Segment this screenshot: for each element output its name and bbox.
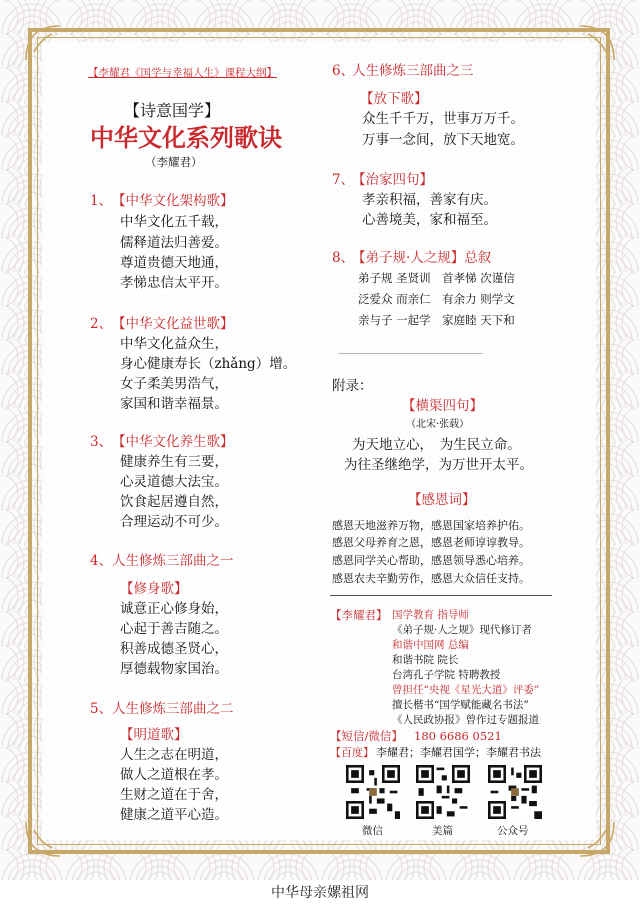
section-title: 【中华文化养生歌】 <box>112 434 234 450</box>
ganen-line: 感恩天地滋养万物，感恩国家培养护佑。 <box>332 519 530 532</box>
course-header-tag: 【李耀君《国学与幸福人生》课程大纲】 <box>88 67 277 79</box>
bio-line: 曾担任“央视《星光大道》评委” <box>392 684 540 696</box>
appendix-label: 附录： <box>332 378 373 394</box>
hengqu-source: （北宋·张载） <box>406 419 470 430</box>
verse-line: 弟子规 圣贤训 首孝悌 次谨信 <box>358 271 515 285</box>
verse-line: 泛爱众 而亲仁 有余力 则学文 <box>358 292 515 306</box>
verse-line: 众生千千万，世事万万千。 <box>362 111 524 127</box>
section-number: 8、 <box>332 250 355 266</box>
ganen-line: 感恩同学关心帮助，感恩领导悉心培养。 <box>332 554 530 567</box>
section-title: 【治家四句】 <box>352 172 433 188</box>
bio-line: 《人民政协报》曾作过专题报道 <box>392 714 539 726</box>
qr-code-meipian[interactable] <box>416 765 470 819</box>
verse-line: 孝亲积福，善家有庆。 <box>362 192 497 208</box>
verse-line: 孝悌忠信太平开。 <box>120 275 228 291</box>
bio-line: 和谐中国网 总编 <box>392 639 469 651</box>
bio-line: 台湾孔子学院 特聘教授 <box>392 669 501 681</box>
page-title: 中华文化系列歌诀 <box>90 123 282 152</box>
section-number: 6、 <box>332 63 355 79</box>
verse-line: 饮食起居遵自然， <box>120 494 228 510</box>
baidu-label: 【百度】 <box>330 746 374 759</box>
contact-label: 【短信/微信】 <box>330 729 403 743</box>
qr-code-official-account[interactable] <box>488 765 542 819</box>
section-number: 4、 <box>90 553 113 569</box>
section-subtitle: 【放下歌】 <box>360 91 428 107</box>
verse-line: 生财之道在于舍， <box>120 787 228 803</box>
verse-line: 万事一念间，放下天地宽。 <box>362 132 524 148</box>
section-number: 2、 <box>90 316 113 332</box>
bio-line: 《弟子规·人之规》现代修订者 <box>392 624 532 636</box>
section-title: 【中华文化益世歌】 <box>112 316 234 332</box>
bio-line: 和谐书院 院长 <box>392 654 459 666</box>
verse-line: 心善境美，家和福至。 <box>362 212 497 228</box>
verse-line: 健康养生有三要， <box>120 454 228 470</box>
verse-line: 人生之志在明道， <box>120 747 228 763</box>
bio-line: 国学教育 指导师 <box>392 609 469 621</box>
verse-line: 心灵道德大法宝。 <box>120 474 228 490</box>
section-title: 人生修炼三部曲之三 <box>352 63 474 79</box>
verse-line: 心起于善吉随之。 <box>120 621 228 637</box>
bio-line: 擅长楷书“国学赋能藏名书法” <box>392 699 529 711</box>
bio-divider <box>330 595 552 596</box>
phone-number[interactable]: 180 6686 0521 <box>414 729 502 743</box>
section-title: 【中华文化架构歌】 <box>112 193 234 209</box>
section-title: 人生修炼三部曲之一 <box>112 553 234 569</box>
section-divider: —————————————————— <box>338 349 482 359</box>
ganen-line: 感恩农夫辛勤劳作，感恩大众信任支持。 <box>332 572 530 585</box>
verse-line: 为天地立心， 为生民立命。 <box>352 437 521 453</box>
section-number: 1、 <box>90 193 113 209</box>
hengqu-title: 【横渠四句】 <box>402 398 483 414</box>
verse-line: 家国和谐幸福景。 <box>120 396 228 412</box>
verse-line: 儒释道法归善爱。 <box>120 235 228 251</box>
section-title: 【弟子规·人之规】总叙 <box>352 250 492 266</box>
title-top: 【诗意国学】 <box>124 101 221 120</box>
verse-line: 女子柔美男浩气， <box>120 376 228 392</box>
section-subtitle: 【明道歌】 <box>120 727 188 743</box>
verse-line: 中华文化五千载， <box>120 214 228 230</box>
qr-label: 美篇 <box>432 825 453 837</box>
verse-line: 亲与子 一起学 家庭睦 天下和 <box>358 313 515 327</box>
qr-label: 微信 <box>362 825 383 837</box>
verse-line: 健康之道平心造。 <box>120 807 228 823</box>
baidu-keywords: 李耀君；李耀君国学；李耀君书法 <box>376 746 541 759</box>
verse-line: 积善成德圣贤心， <box>120 641 228 657</box>
section-title: 人生修炼三部曲之二 <box>112 701 234 717</box>
qr-code-wechat[interactable] <box>346 765 400 819</box>
verse-line: 尊道贵德天地通， <box>120 255 228 271</box>
section-number: 7、 <box>332 172 355 188</box>
bio-name: 【李耀君】 <box>330 608 388 622</box>
verse-line: 中华文化益众生， <box>120 336 228 352</box>
verse-line: 为往圣继绝学，为万世开太平。 <box>344 457 533 473</box>
qr-label: 公众号 <box>497 825 529 837</box>
ganen-title: 【感恩词】 <box>408 492 476 508</box>
ganen-line: 感恩父母养育之恩，感恩老师谆谆教导。 <box>332 536 530 549</box>
verse-line: 厚德载物家国治。 <box>120 661 228 677</box>
verse-line: 诚意正心修身始， <box>120 601 228 617</box>
site-footer: 中华母亲嫘祖网 <box>271 885 369 901</box>
verse-line: 合理运动不可少。 <box>120 514 228 530</box>
verse-line: 身心健康寿长（zhǎng）增。 <box>120 356 297 372</box>
section-number: 3、 <box>90 434 113 450</box>
author: （李耀君） <box>145 155 203 169</box>
verse-line: 做人之道根在孝。 <box>120 767 228 783</box>
section-number: 5、 <box>90 701 113 717</box>
section-subtitle: 【修身歌】 <box>120 581 188 597</box>
